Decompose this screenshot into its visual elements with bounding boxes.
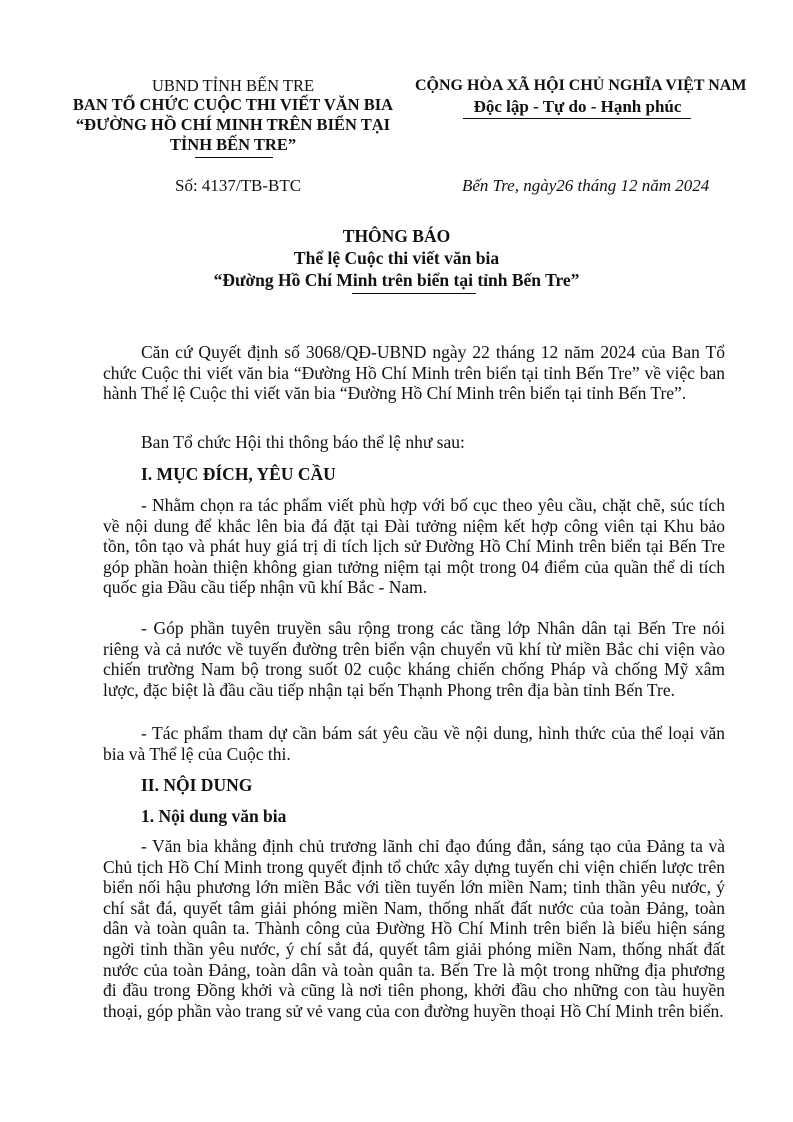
motto-underline — [463, 118, 691, 119]
subsection-1-heading: 1. Nội dung văn bia — [141, 806, 287, 826]
header-left-divider — [195, 157, 273, 158]
section-1-paragraph-3: - Tác phẩm tham dự cần bám sát yêu cầu về nội dung, hình thức của thể loại văn bia và Thể lệ của Cuộc thi. — [103, 723, 725, 764]
section-1-paragraph-2: - Góp phần tuyên truyền sâu rộng trong các tầng lớp Nhân dân tại Bến Tre nói riêng và cả nước về tuyến đường trên biển vận chuyển vũ khí từ miền Bắc chi viện vào chiến trường Nam bộ trong suốt 02 cuộc kháng chiến chống Pháp và chống Mỹ xâm lược, đặc biệt là đầu cầu tiếp nhận tại bến Thạnh Phong trên địa bàn tỉnh Bến Tre. — [103, 618, 725, 700]
document-title-line1: Thể lệ Cuộc thi viết văn bia — [293, 248, 500, 268]
country-name: CỘNG HÒA XÃ HỘI CHỦ NGHĨA VIỆT NAM — [415, 77, 747, 94]
section-1-paragraph-1: - Nhằm chọn ra tác phẩm viết phù hợp với bố cục theo yêu cầu, chặt chẽ, súc tích về nội dung để khắc lên bia đá đặt tại Đài tưởng niệm kết hợp công viên tại Khu bảo tồn, tôn tạo và phát huy giá trị di tích lịch sử Đường Hồ Chí Minh trên biển tại Bến Tre góp phần hoàn thiện không gian tưởng niệm tại một trong 04 điểm của quần thể di tích quốc gia Đầu cầu tiếp nhận vũ khí Bắc - Nam. — [103, 495, 725, 598]
organizing-committee-line2: “ĐƯỜNG HỒ CHÍ MINH TRÊN BIỂN TẠI — [75, 115, 391, 134]
national-motto: Độc lập - Tự do - Hạnh phúc — [473, 97, 682, 116]
section-1-heading: I. MỤC ĐÍCH, YÊU CẦU — [141, 464, 336, 484]
document-number: Số: 4137/TB-BTC — [175, 176, 302, 195]
organizing-committee-line1: BAN TỔ CHỨC CUỘC THI VIẾT VĂN BIA — [72, 95, 394, 114]
organizing-committee-line3: TỈNH BẾN TRE” — [169, 135, 297, 154]
announcement-line: Ban Tổ chức Hội thi thông báo thể lệ như sau: — [141, 432, 465, 452]
section-2-heading: II. NỘI DUNG — [141, 775, 253, 795]
document-type: THÔNG BÁO — [342, 226, 451, 246]
legal-basis-paragraph: Căn cứ Quyết định số 3068/QĐ-UBND ngày 22 tháng 12 năm 2024 của Ban Tổ chức Cuộc thi viết văn bia “Đường Hồ Chí Minh trên biển tại tỉnh Bến Tre” về việc ban hành Thể lệ Cuộc thi viết văn bia “Đường Hồ Chí Minh trên biển tại tỉnh Bến Tre”. — [103, 342, 725, 404]
place-and-date: Bến Tre, ngày26 tháng 12 năm 2024 — [462, 176, 710, 195]
document-title-line2: “Đường Hồ Chí Minh trên biển tại tỉnh Bến Tre” — [213, 270, 580, 290]
section-2-paragraph-1: - Văn bia khẳng định chủ trương lãnh chỉ đạo đúng đắn, sáng tạo của Đảng ta và Chủ tịch Hồ Chí Minh trong quyết định tổ chức xây dựng tuyến chi viện chiến lược trên biển nối hậu phương lớn miền Bắc với tiền tuyến lớn miền Nam; tinh thần yêu nước, ý chí sắt đá, quyết tâm giải phóng miền Nam, thống nhất đất nước của toàn Đảng, toàn dân và toàn quân ta. Thành công của Đường Hồ Chí Minh trên biển là biểu hiện sáng ngời tinh thần yêu nước, ý chí sắt đá, quyết tâm giải phóng miền Nam, thống nhất đất nước của toàn Đảng, toàn dân và toàn quân ta. Bến Tre là một trong những địa phương đi đầu trong Đồng khởi và cũng là nơi tiên phong, khởi đầu cho những con tàu huyền thoại, góp phần vào trang sử vẻ vang của con đường huyền thoại Hồ Chí Minh trên biển. — [103, 836, 725, 1021]
issuing-authority: UBND TỈNH BẾN TRE — [151, 76, 315, 95]
title-underline — [352, 293, 476, 294]
